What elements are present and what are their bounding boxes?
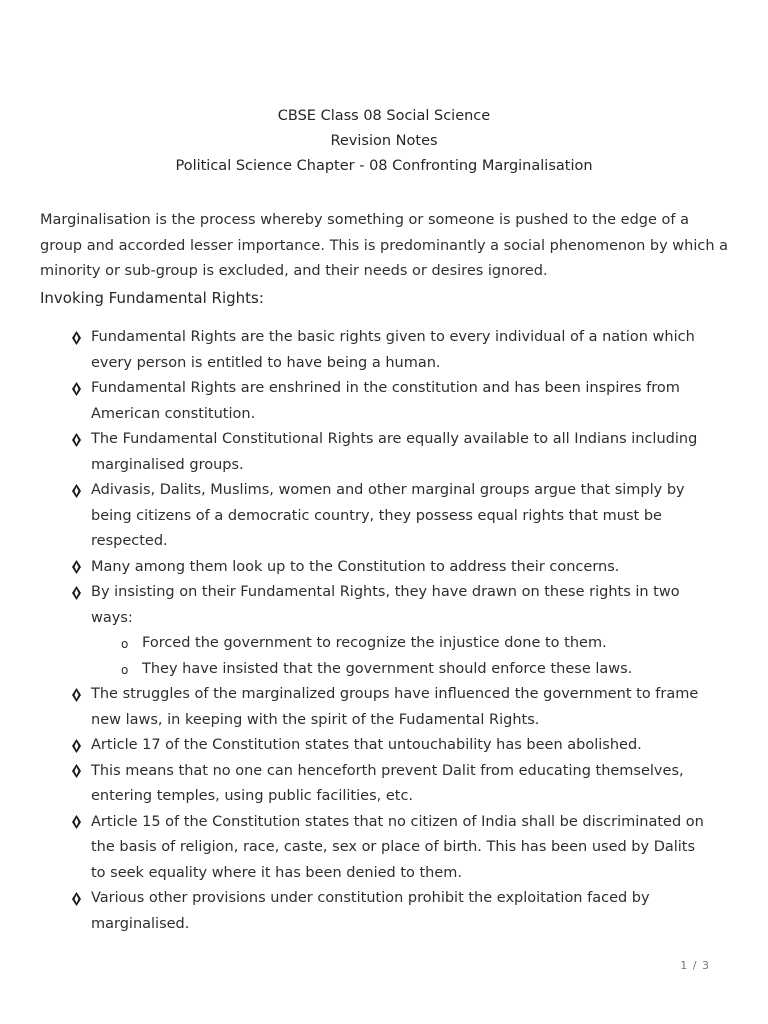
diamond-bullet-icon: [70, 478, 82, 503]
list-item: [72, 580, 712, 682]
bullet-text: Article 17 of the Constitution states that untouchability has been abolished.: [91, 737, 642, 753]
list-item: [72, 759, 712, 810]
sub-bullet-text: They have insisted that the government should enforce these laws.: [142, 660, 633, 677]
diamond-bullet-icon: [70, 733, 82, 758]
bullet-text: The Fundamental Constitutional Rights are equally available to all Indians including marginalised groups.: [91, 431, 698, 473]
diamond-bullet-icon: [70, 580, 82, 605]
sub-bullet-text: Forced the government to recognize the injustice done to them.: [142, 635, 607, 651]
bullet-text: This means that no one can henceforth prevent Dalit from educating themselves, entering temples, using public facilities, etc.: [91, 762, 684, 804]
sub-bullet-marker: o: [121, 662, 129, 677]
diamond-bullet-icon: [70, 759, 82, 784]
list-item: [72, 325, 712, 376]
bullet-text: Many among them look up to the Constitution to address their concerns.: [91, 558, 620, 575]
bullet-text: Fundamental Rights are the basic rights given to every individual of a nation which every person is entitled to have being a human.: [91, 329, 695, 371]
list-item: [72, 376, 712, 427]
bullet-list: [72, 325, 712, 937]
bullet-text: Various other provisions under constitution prohibit the exploitation faced by marginalised.: [91, 890, 650, 932]
sub-bullet-marker: o: [121, 637, 129, 651]
bullet-text: Adivasis, Dalits, Muslims, women and other marginal groups argue that simply by being citizens of a democratic country, they possess equal rights that must be respected.: [91, 482, 685, 549]
bullet-text: Fundamental Rights are enshrined in the constitution and has been inspires from American constitution.: [91, 380, 680, 422]
list-item: [72, 886, 712, 937]
list-item: [72, 427, 712, 478]
sub-list-item: [91, 657, 712, 683]
diamond-bullet-icon: [70, 886, 82, 911]
list-item: [72, 810, 712, 887]
bullet-text: Article 15 of the Constitution states that no citizen of India shall be discriminated on the basis of religion, race, caste, sex or place of birth. This has been used by Dalits to seek equality where it has been denied to them.: [91, 813, 704, 881]
diamond-bullet-icon: [70, 682, 82, 707]
sub-bullet-list: [91, 631, 712, 682]
list-item: [72, 555, 712, 581]
diamond-bullet-icon: [70, 376, 82, 401]
diamond-bullet-icon: [70, 427, 82, 452]
bullet-text: The struggles of the marginalized groups have influenced the government to frame new laws, in keeping with the spirit of the Fudamental Rights.: [91, 686, 699, 728]
diamond-bullet-icon: [70, 555, 82, 580]
list-item: [72, 682, 712, 733]
page-number: 1 / 3: [680, 959, 710, 972]
header-chapter-title: Political Science Chapter - 08 Confronting Marginalisation: [175, 158, 593, 174]
bullet-text: By insisting on their Fundamental Rights, they have drawn on these rights in two ways:: [91, 584, 680, 626]
sub-list-item: [91, 631, 712, 657]
intro-paragraph: Marginalisation is the process whereby something or someone is pushed to the edge of a group and accorded lesser importance. This is predominantly a social phenomenon by which a minority or sub-group is excluded, and their needs or desires ignored.: [40, 212, 729, 279]
section-subheading: Invoking Fundamental Rights:: [40, 289, 264, 307]
list-item: [72, 478, 712, 555]
header-notes-title: Revision Notes: [330, 133, 438, 149]
diamond-bullet-icon: [70, 325, 82, 350]
diamond-bullet-icon: [70, 810, 82, 835]
header-course-title: CBSE Class 08 Social Science: [277, 108, 491, 124]
list-item: [72, 733, 712, 759]
document-header: [0, 104, 768, 179]
